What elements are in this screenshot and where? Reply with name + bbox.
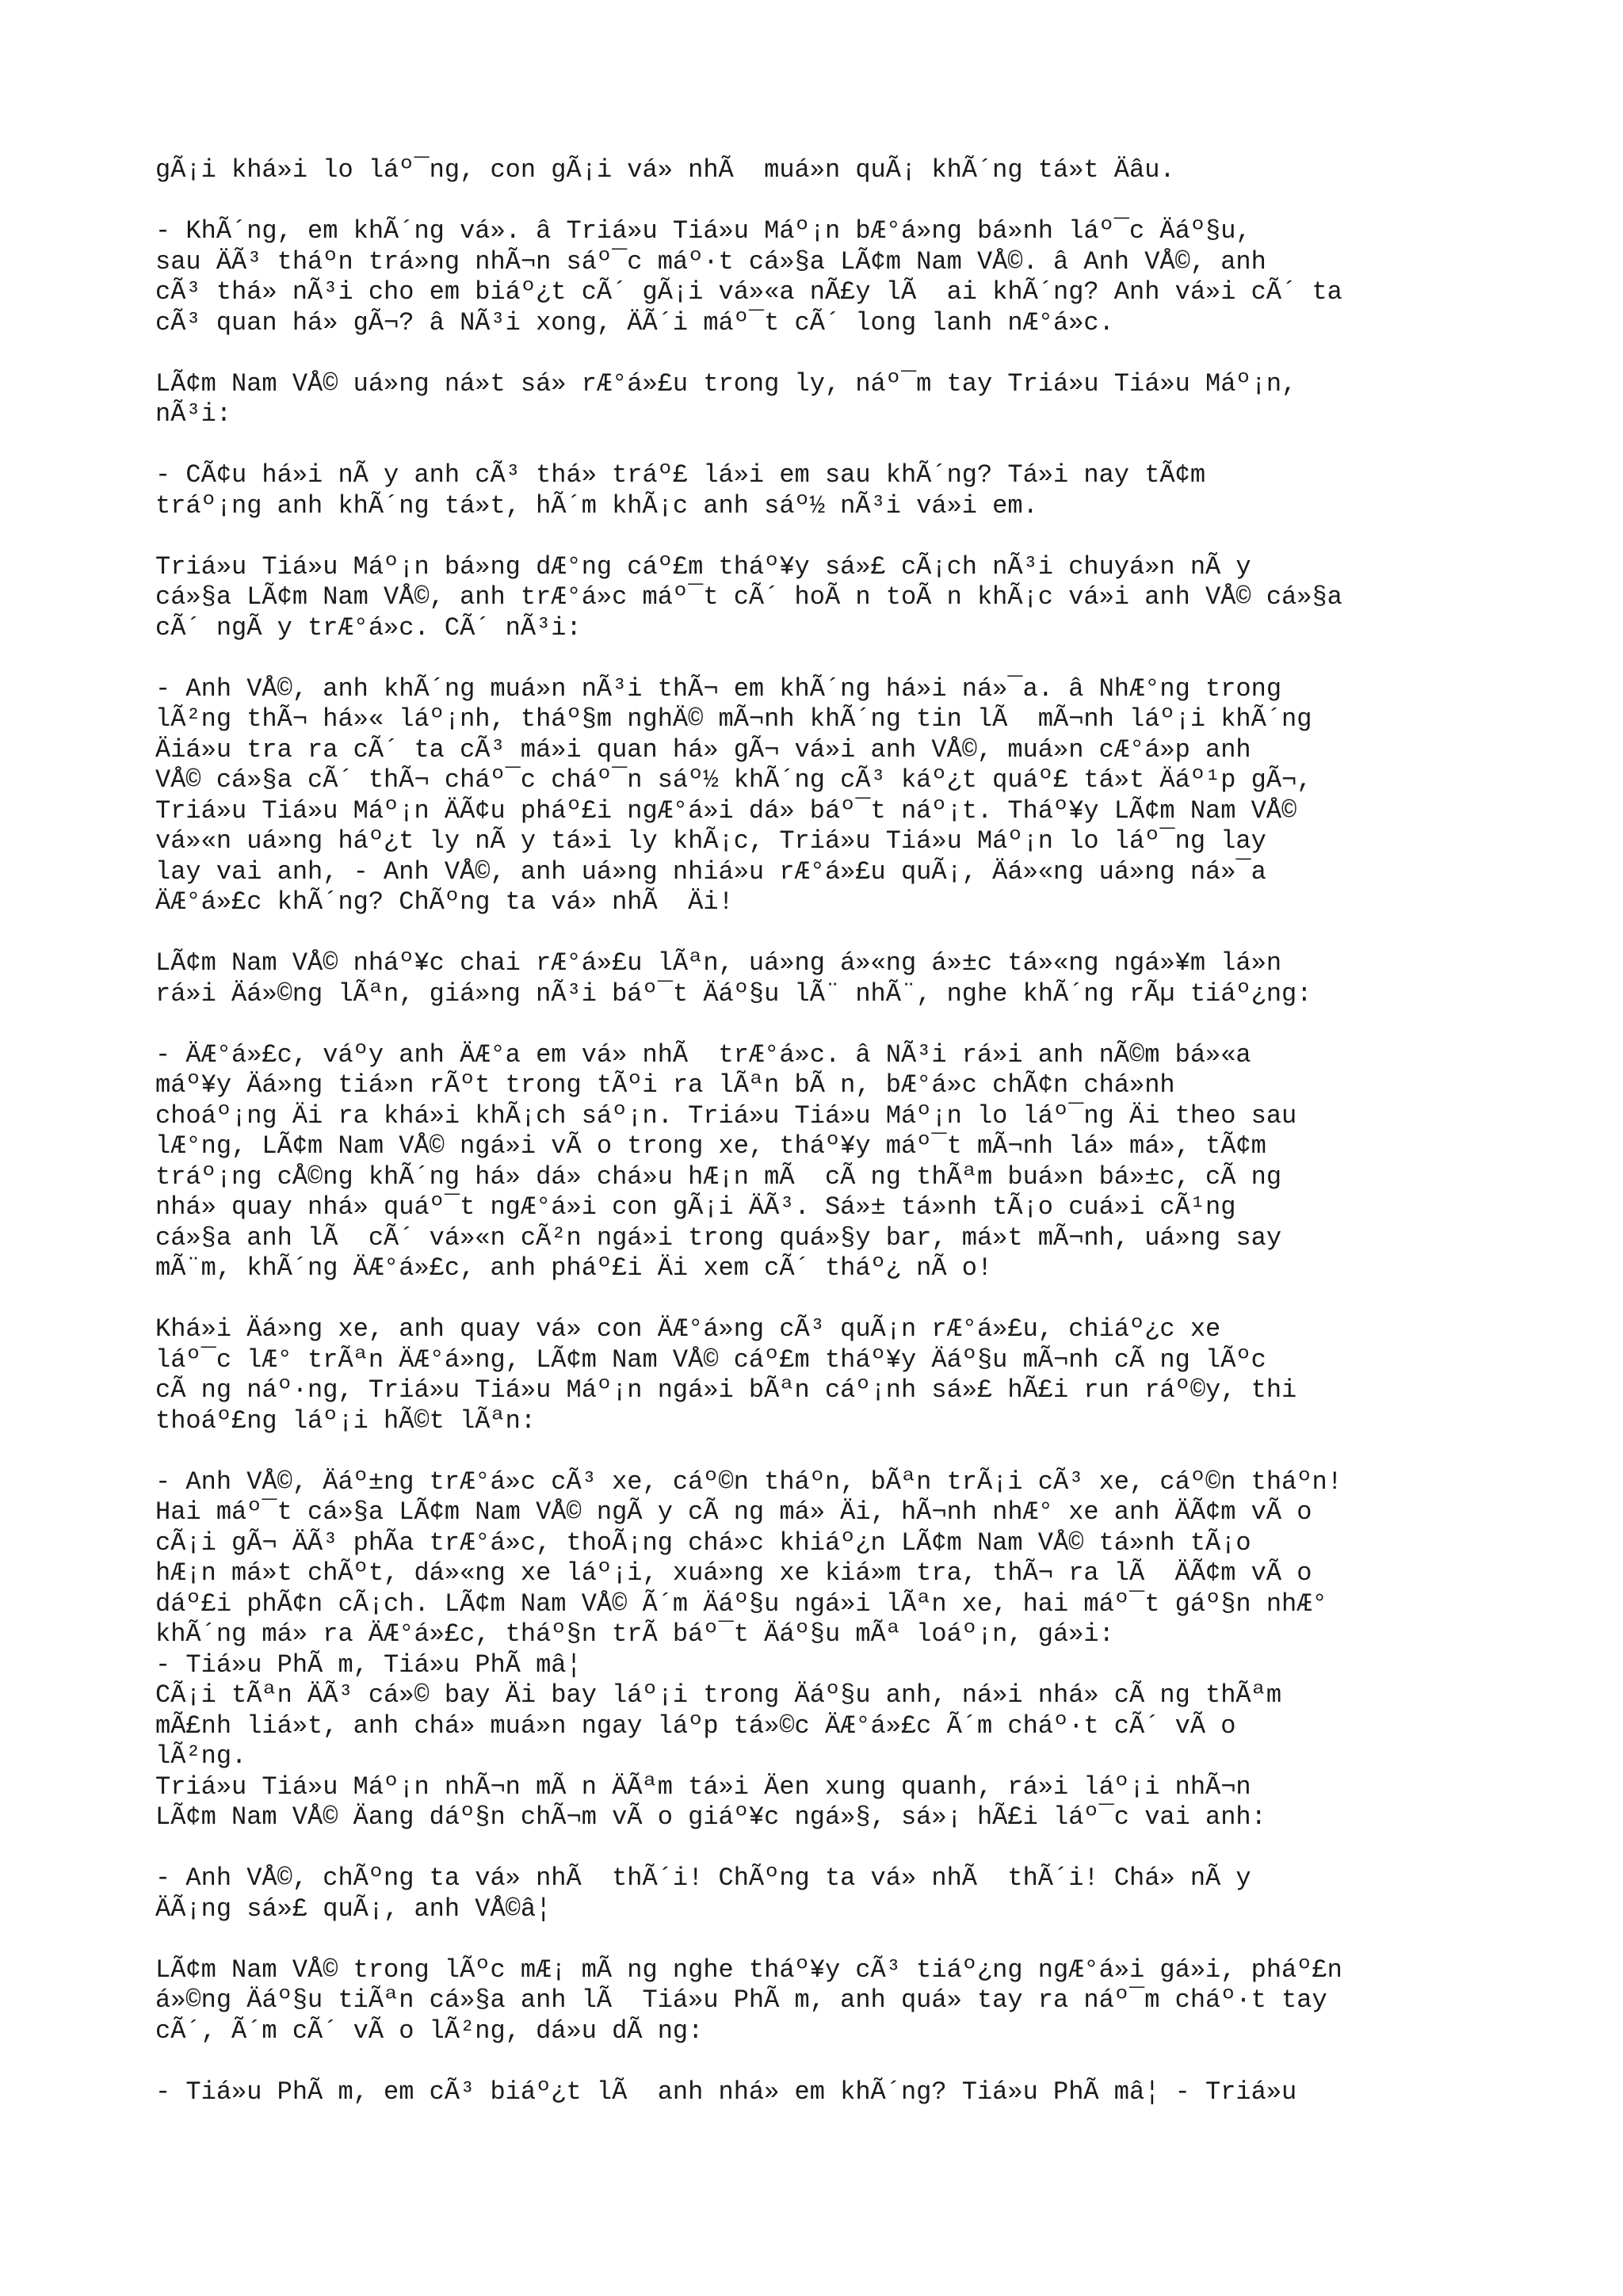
paragraph: LÃ¢m Nam VÅ© uá»ng ná»t sá» rÆ°á»£u trong ly, náº¯m tay Triá»u Tiá»u Máº¡n, nÃ³i: <box>155 368 1297 429</box>
paragraph: - Anh VÅ©, anh khÃ´ng muá»n nÃ³i thÃ¬ em khÃ´ng há»i ná»¯a. â NhÆ°ng trong lÃ²ng thÃ¬ há»« láº¡nh, tháº§m nghÄ© mÃ¬nh khÃ´ng tin lÃ mÃ¬nh láº¡i khÃ´ng Äiá»u tra ra cÃ´ ta cÃ³ má»i quan há» gÃ¬ vá»i anh VÅ©, muá»n cÆ°á»p anh VÅ© cá»§a cÃ´ thÃ¬ cháº¯c cháº¯n sáº½ khÃ´ng cÃ³ káº¿t quáº£ tá»t Äáº¹p gÃ¬, Triá»u Tiá»u Máº¡n ÄÃ¢u pháº£i ngÆ°á»i dá» báº¯t náº¡t. Tháº¥y LÃ¢m Nam VÅ© vá»«n uá»ng háº¿t ly nÃ y tá»i ly khÃ¡c, Triá»u Tiá»u Máº¡n lo láº¯ng lay lay vai anh, - Anh VÅ©, anh uá»ng nhiá»u rÆ°á»£u quÃ¡, Äá»«ng uá»ng ná»¯a ÄÆ°á»£c khÃ´ng? ChÃºng ta vá» nhÃ Äi! <box>155 673 1312 917</box>
paragraph: - Anh VÅ©, Äáº±ng trÆ°á»c cÃ³ xe, cáº©n tháºn, bÃªn trÃ¡i cÃ³ xe, cáº©n tháºn! Hai máº¯t cá»§a LÃ¢m Nam VÅ© ngÃ y cÃ ng má» Äi, hÃ¬nh nhÆ° xe anh ÄÃ¢m vÃ o cÃ¡i gÃ¬ ÄÃ³ phÃa trÆ°á»c, thoÃ¡ng chá»c khiáº¿n LÃ¢m Nam VÅ© tá»nh tÃ¡o hÆ¡n má»t chÃºt, dá»«ng xe láº¡i, xuá»ng xe kiá»m tra, thÃ¬ ra lÃ ÄÃ¢m vÃ o dáº£i phÃ¢n cÃ¡ch. LÃ¢m Nam VÅ© Ã´m Äáº§u ngá»i lÃªn xe, hai máº¯t gáº§n nhÆ° khÃ´ng má» ra ÄÆ°á»£c, tháº§n trÃ báº¯t Äáº§u mÃª loáº¡n, gá»i: <box>155 1466 1342 1649</box>
paragraph: Khá»i Äá»ng xe, anh quay vá» con ÄÆ°á»ng cÃ³ quÃ¡n rÆ°á»£u, chiáº¿c xe láº¯c lÆ° trÃªn ÄÆ°á»ng, LÃ¢m Nam VÅ© cáº£m tháº¥y Äáº§u mÃ¬nh cÃ ng lÃºc cÃ ng náº·ng, Triá»u Tiá»u Máº¡n ngá»i bÃªn cáº¡nh sá»£ hÃ£i run ráº©y, thi thoáº£ng láº¡i hÃ©t lÃªn: <box>155 1314 1297 1436</box>
paragraph: - Tiá»u PhÃ m, Tiá»u PhÃ mâ¦ <box>155 1650 582 1680</box>
paragraph: LÃ¢m Nam VÅ© nháº¥c chai rÆ°á»£u lÃªn, uá»ng á»«ng á»±c tá»«ng ngá»¥m lá»n rá»i Äá»©ng lÃªn, giá»ng nÃ³i báº¯t Äáº§u lÃ¨ nhÃ¨, nghe khÃ´ng rÃµ tiáº¿ng: <box>155 948 1312 1009</box>
paragraph: - Anh VÅ©, chÃºng ta vá» nhÃ thÃ´i! ChÃºng ta vá» nhÃ thÃ´i! Chá» nÃ y ÄÃ¡ng sá»£ quÃ¡, anh VÅ©â¦ <box>155 1863 1251 1924</box>
paragraph: - KhÃ´ng, em khÃ´ng vá». â Triá»u Tiá»u Máº¡n bÆ°á»ng bá»nh láº¯c Äáº§u, sau ÄÃ³ tháºn trá»ng nhÃ¬n sáº¯c máº·t cá»§a LÃ¢m Nam VÅ©. â Anh VÅ©, anh cÃ³ thá» nÃ³i cho em biáº¿t cÃ´ gÃ¡i vá»«a nÃ£y lÃ ai khÃ´ng? Anh vá»i cÃ´ ta cÃ³ quan há» gÃ¬? â NÃ³i xong, ÄÃ´i máº¯t cÃ´ long lanh nÆ°á»c. <box>155 216 1342 338</box>
paragraph: - CÃ¢u há»i nÃ y anh cÃ³ thá» tráº£ lá»i em sau khÃ´ng? Tá»i nay tÃ¢m tráº¡ng anh khÃ´ng tá»t, hÃ´m khÃ¡c anh sáº½ nÃ³i vá»i em. <box>155 460 1206 521</box>
paragraph: Triá»u Tiá»u Máº¡n bá»ng dÆ°ng cáº£m tháº¥y sá»£ cÃ¡ch nÃ³i chuyá»n nÃ y cá»§a LÃ¢m Nam VÅ©, anh trÆ°á»c máº¯t cÃ´ hoÃ n toÃ n khÃ¡c vá»i anh VÅ© cá»§a cÃ´ ngÃ y trÆ°á»c. CÃ´ nÃ³i: <box>155 551 1342 643</box>
paragraph: CÃ¡i tÃªn ÄÃ³ cá»© bay Äi bay láº¡i trong Äáº§u anh, ná»i nhá» cÃ ng thÃªm mÃ£nh liá»t, anh chá» muá»n ngay láºp tá»©c ÄÆ°á»£c Ã´m cháº·t cÃ´ vÃ o lÃ²ng. <box>155 1680 1282 1771</box>
document-page <box>155 155 1487 2138</box>
paragraph: LÃ¢m Nam VÅ© trong lÃºc mÆ¡ mÃ ng nghe tháº¥y cÃ³ tiáº¿ng ngÆ°á»i gá»i, pháº£n á»©ng Äáº§u tiÃªn cá»§a anh lÃ Tiá»u PhÃ m, anh quá» tay ra náº¯m cháº·t tay cÃ´, Ã´m cÃ´ vÃ o lÃ²ng, dá»u dÃ ng: <box>155 1955 1342 2046</box>
paragraph: - Tiá»u PhÃ m, em cÃ³ biáº¿t lÃ anh nhá» em khÃ´ng? Tiá»u PhÃ mâ¦ - Triá»u <box>155 2077 1297 2107</box>
paragraph: Triá»u Tiá»u Máº¡n nhÃ¬n mÃ n ÄÃªm tá»i Äen xung quanh, rá»i láº¡i nhÃ¬n LÃ¢m Nam VÅ© Äang dáº§n chÃ¬m vÃ o giáº¥c ngá»§, sá»¡ hÃ£i láº¯c vai anh: <box>155 1772 1266 1832</box>
paragraph: gÃ¡i khá»i lo láº¯ng, con gÃ¡i vá» nhÃ muá»n quÃ¡ khÃ´ng tá»t Äâu. <box>155 155 1175 185</box>
paragraph: - ÄÆ°á»£c, váºy anh ÄÆ°a em vá» nhÃ trÆ°á»c. â NÃ³i rá»i anh nÃ©m bá»«a máº¥y Äá»ng tiá»n rÃºt trong tÃºi ra lÃªn bÃ n, bÆ°á»c chÃ¢n chá»nh choáº¡ng Äi ra khá»i khÃ¡ch sáº¡n. Triá»u Tiá»u Máº¡n lo láº¯ng Äi theo sau lÆ°ng, LÃ¢m Nam VÅ© ngá»i vÃ o trong xe, tháº¥y máº¯t mÃ¬nh lá» má», tÃ¢m tráº¡ng cÅ©ng khÃ´ng há» dá» chá»u hÆ¡n mÃ cÃ ng thÃªm buá»n bá»±c, cÃ ng nhá» quay nhá» quáº¯t ngÆ°á»i con gÃ¡i ÄÃ³. Sá»± tá»nh tÃ¡o cuá»i cÃ¹ng cá»§a anh lÃ cÃ´ vá»«n cÃ²n ngá»i trong quá»§y bar, má»t mÃ¬nh, uá»ng say mÃ¨m, khÃ´ng ÄÆ°á»£c, anh pháº£i Äi xem cÃ´ tháº¿ nÃ o! <box>155 1039 1297 1283</box>
